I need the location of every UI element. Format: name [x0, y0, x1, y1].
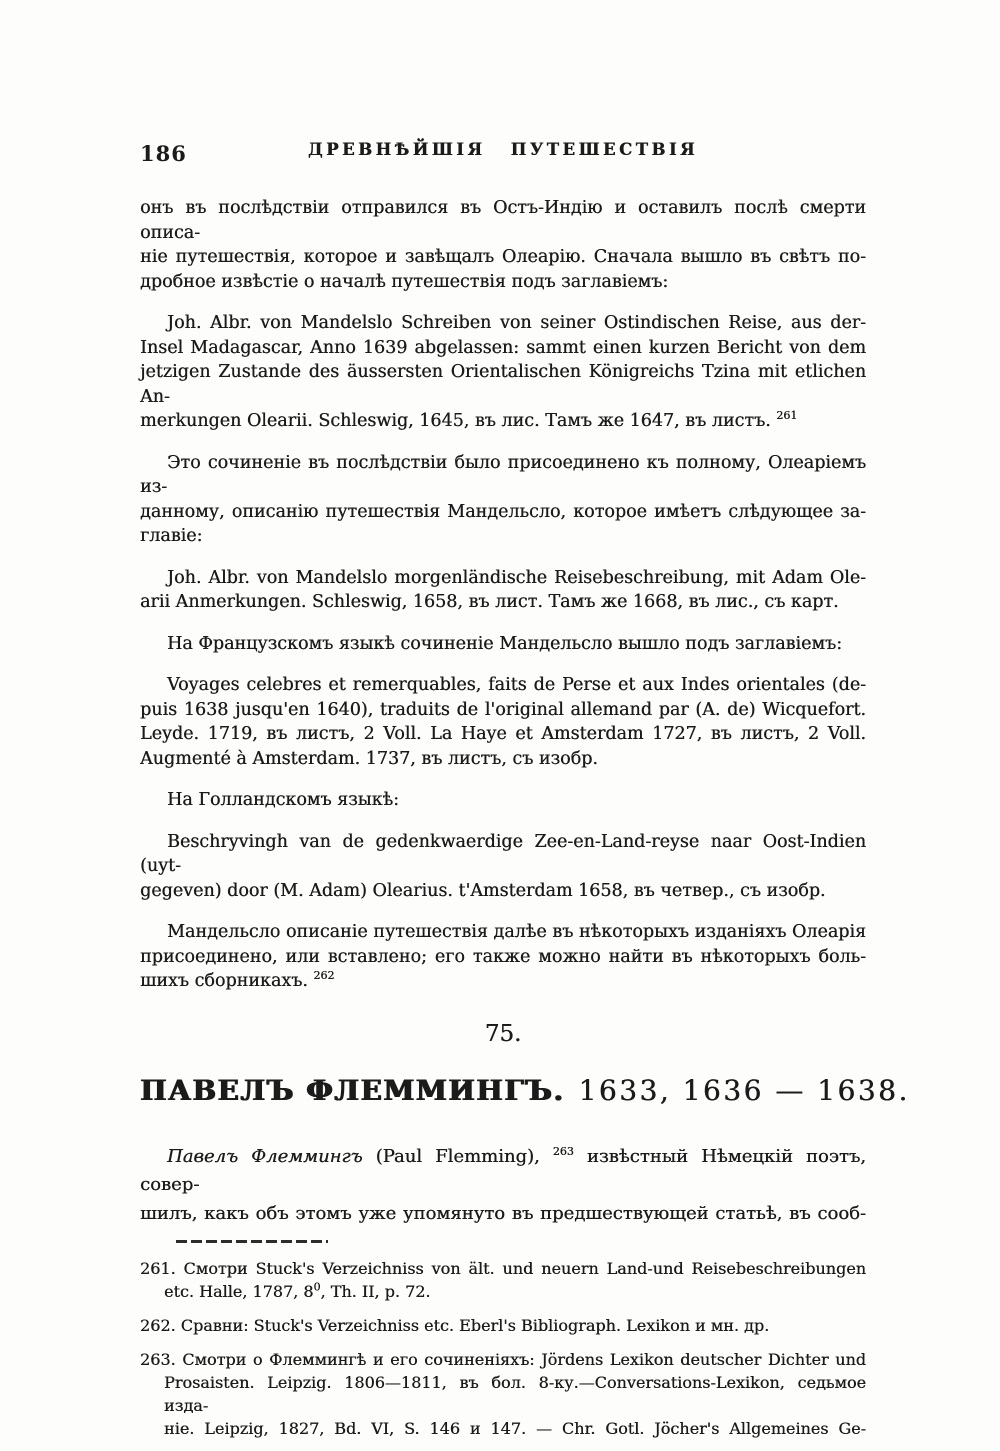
paragraph-bibliographic	[140, 311, 866, 434]
footnote	[140, 1348, 866, 1440]
text-line	[140, 409, 866, 434]
text-run: На Голландскомъ языкѣ:	[167, 790, 399, 810]
paragraph	[140, 788, 866, 813]
text-run: Joh. Albr. von Mandelslo morgenländische Reisebeschreibung, mit Adam Ole-	[167, 567, 866, 588]
text-run: Joh. Albr. von Mandelslo Schreiben von seiner Ostindischen Reise, aus der-	[167, 313, 866, 333]
text-run: главіе:	[140, 526, 203, 546]
text-run: Beschryvingh van de gedenkwaerdige Zee-en-Land-reyse naar Oost-Indien (uyt-	[140, 831, 866, 876]
page-number: 186	[140, 141, 187, 166]
paragraph	[140, 920, 866, 994]
article-title	[140, 1073, 910, 1109]
text-line	[140, 830, 866, 879]
text-line	[140, 1371, 866, 1417]
article-title-name: ПАВЕЛЪ ФЛЕММИНГЪ.	[140, 1073, 565, 1107]
text-run: Voyages celebres et remerquables, faits de Perse et aux Indes orientales (de-	[167, 675, 866, 695]
text-run: ніе путешествія, которое и завѣщалъ Олеарію. Сначала вышло въ свѣтъ по-	[140, 247, 866, 267]
text-run: извѣстный Нѣмецкій поэтъ, совер-	[140, 1145, 866, 1195]
text-line	[140, 1348, 866, 1371]
text-run: Павелъ Флеммингъ	[167, 1145, 363, 1167]
text-line	[140, 1280, 866, 1303]
text-line	[140, 566, 866, 591]
text-run: Мандельсло описаніе путешествія далѣе въ нѣкоторыхъ изданіяхъ Олеарія	[167, 922, 866, 942]
text-line	[140, 270, 866, 295]
text-line	[140, 1314, 866, 1337]
text-line	[140, 590, 866, 615]
text-run: gegeven) door (M. Adam) Olearius. t'Amsterdam 1658, въ четвер., съ изобр.	[140, 880, 826, 901]
section-number: 75.	[484, 1020, 522, 1047]
running-head	[140, 140, 866, 166]
text-run: , Th. II, p. 72.	[320, 1282, 431, 1301]
text-line	[140, 747, 866, 772]
text-line	[140, 524, 866, 549]
paragraph-bibliographic	[140, 566, 866, 615]
text-run: jetzigen Zustande des äussersten Orientalischen Königreichs Tzina mit etlichen An-	[140, 362, 866, 407]
text-run: 263. Смотри о Флеммингѣ и его сочиненіяхъ: Jördens Lexikon deutscher Dichter und	[140, 1350, 866, 1369]
text-line	[140, 969, 866, 994]
text-run: Insel Madagascar, Anno 1639 abgelassen: sammt einen kurzen Bericht von dem	[140, 337, 866, 358]
text-run: (Paul Flemming),	[362, 1145, 553, 1167]
footnote-marker: 262	[313, 969, 335, 983]
text-line	[140, 698, 866, 723]
text-run: дробное извѣстіе о началѣ путешествія подъ заглавіемъ:	[140, 271, 669, 292]
footnotes	[140, 1257, 866, 1440]
article-opening-paragraph	[140, 1143, 866, 1229]
text-run: данному, описанію путешествія Мандельсло, которое имѣетъ слѣдующее за-	[140, 501, 866, 522]
text-run: 262. Сравни: Stuck's Verzeichniss etc. Eberl's Bibliograph. Lexikon и мн. др.	[140, 1316, 770, 1335]
text-line	[140, 673, 866, 698]
body-text	[140, 196, 910, 1440]
text-run: merkungen Olearii. Schleswig, 1645, въ лис. Тамъ же 1647, въ листъ.	[140, 411, 777, 431]
text-run: Leyde. 1719, въ листъ, 2 Voll. La Haye et Amsterdam 1727, въ листъ, 2 Voll.	[140, 724, 866, 744]
footnote-marker: 263	[552, 1144, 574, 1158]
text-line	[140, 1200, 866, 1229]
text-line	[140, 945, 866, 970]
paragraph-bibliographic	[140, 673, 866, 771]
text-line	[140, 196, 866, 245]
text-run: шихъ сборникахъ.	[140, 971, 314, 991]
running-title: ДРЕВНѢЙШІЯ ПУТЕШЕСТВІЯ	[307, 140, 699, 159]
text-run: ніе. Leipzig, 1827, Bd. VI, S. 146 и 147. — Chr. Gotl. Jöcher's Allgemeines Ge-	[164, 1419, 866, 1438]
footnote	[140, 1257, 866, 1303]
text-run: присоединено, или вставлено; его также можно найти въ нѣкоторыхъ боль-	[140, 946, 866, 967]
text-line	[140, 1143, 866, 1200]
text-line	[140, 451, 866, 500]
text-line	[140, 311, 866, 336]
footnote-marker: 0	[313, 1280, 321, 1294]
text-line	[140, 336, 866, 361]
text-run: шилъ, какъ объ этомъ уже упомянуто въ предшествующей статьѣ, въ сооб-	[140, 1202, 866, 1224]
page-content	[140, 140, 910, 1451]
text-line	[140, 1417, 866, 1440]
footnote-marker: 261	[776, 409, 798, 423]
text-line	[140, 920, 866, 945]
footnote	[140, 1314, 866, 1337]
text-line	[140, 722, 866, 747]
paragraph	[140, 196, 866, 294]
paragraph-bibliographic	[140, 830, 866, 904]
text-run: На Французскомъ языкѣ сочиненіе Мандельсло вышло подъ заглавіемъ:	[167, 633, 842, 654]
text-run: Это сочиненіе въ послѣдствіи было присоединено къ полному, Олеаріемъ из-	[140, 452, 866, 497]
text-line	[140, 632, 866, 657]
text-run: 261. Смотри Stuck's Verzeichniss von ält. und neuern Land-und Reisebeschreibungen	[140, 1259, 866, 1278]
text-run: puis 1638 jusqu'en 1640), traduits de l'original allemand par (A. de) Wicquefort.	[140, 699, 866, 720]
paragraph	[140, 451, 866, 549]
text-line	[140, 788, 866, 813]
text-run: etc. Halle, 1787, 8	[164, 1282, 314, 1301]
article-title-dates: 1633, 1636 — 1638.	[578, 1073, 910, 1107]
text-line	[140, 360, 866, 409]
footnote-separator	[176, 1240, 328, 1243]
text-run: Augmenté à Amsterdam. 1737, въ листъ, съ изобр.	[140, 748, 598, 769]
text-line	[140, 245, 866, 270]
text-line	[140, 500, 866, 525]
text-run: онъ въ послѣдствіи отправился въ Остъ-Индію и оставилъ послѣ смерти описа-	[140, 198, 866, 243]
text-line	[140, 879, 866, 904]
paragraph	[140, 632, 866, 657]
text-run: Prosaisten. Leipzig. 1806—1811, въ бол. 8-ку.—Conversations-Lexikon, седьмое изда-	[164, 1373, 866, 1415]
text-line	[140, 1257, 866, 1280]
text-run: arii Anmerkungen. Schleswig, 1658, въ лист. Тамъ же 1668, въ лис., съ карт.	[140, 592, 839, 612]
